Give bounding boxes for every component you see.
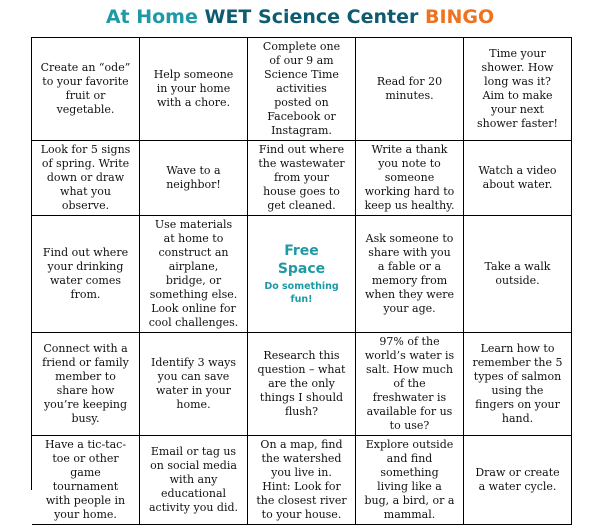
bingo-cell-text: Have a tic-tac-toe or other game tournament with people in your home.	[44, 438, 127, 521]
bingo-cell-text: Email or tag us on social media with any educational activity you did.	[148, 445, 239, 514]
bingo-cell-r3c2	[140, 216, 248, 333]
bingo-cell-text: Draw or create a water cycle.	[475, 466, 560, 493]
bingo-cell-text: Watch a video about water.	[478, 164, 557, 191]
free-space-cell	[248, 216, 356, 333]
bingo-cell-text: Ask someone to share with you a fable or a memory from when they were your age.	[364, 232, 454, 315]
bingo-cell-text: Read for 20 minutes.	[376, 75, 443, 102]
bingo-cell-text: Wave to a neighbor!	[166, 164, 221, 191]
bingo-cell-r4c5	[464, 333, 572, 436]
title-at-home: At Home	[105, 6, 198, 28]
bingo-cell-text: Look for 5 signs of spring. Write down or draw what you observe.	[40, 143, 131, 212]
bingo-cell-r4c2	[140, 333, 248, 436]
bingo-cell-text: Help someone in your home with a chore.	[153, 68, 234, 109]
bingo-cell-r4c1	[32, 333, 140, 436]
bingo-cell-r1c4	[356, 38, 464, 141]
bingo-grid	[31, 37, 572, 521]
title-bingo: BINGO	[424, 6, 495, 28]
bingo-cell-r4c4	[356, 333, 464, 436]
bingo-cell-r1c3	[248, 38, 356, 141]
title-wet-science-center: WET Science Center	[204, 6, 419, 28]
free-space-title-space: Space	[277, 261, 326, 277]
bingo-cell-r1c5	[464, 38, 572, 141]
page-title	[0, 4, 600, 30]
bingo-cell-text: Take a walk outside.	[484, 260, 551, 287]
bingo-cell-r2c5	[464, 141, 572, 216]
bingo-cell-text: Find out where the wastewater from your house goes to get cleaned.	[258, 143, 345, 212]
bingo-cell-r5c2	[140, 436, 248, 525]
bingo-cell-r1c2	[140, 38, 248, 141]
bingo-cell-r3c4	[356, 216, 464, 333]
bingo-cell-text: Create an “ode” to your favorite fruit or vegetable.	[40, 61, 131, 116]
bingo-cell-text: On a map, find the watershed you live in. Hint: Look for the closest river to your house.	[256, 438, 347, 521]
bingo-cell-text: Write a thank you note to someone working hard to keep us healthy.	[364, 143, 455, 212]
bingo-cell-r2c4	[356, 141, 464, 216]
bingo-cell-r4c3	[248, 333, 356, 436]
bingo-cell-r5c1	[32, 436, 140, 525]
free-space-subtitle: Do something fun!	[264, 281, 339, 305]
bingo-cell-r2c2	[140, 141, 248, 216]
bingo-cell-text: Complete one of our 9 am Science Time activities posted on Facebook or Instagram.	[262, 40, 341, 137]
bingo-cell-r3c1	[32, 216, 140, 333]
free-space-title-free: Free	[284, 243, 319, 259]
bingo-cell-text: Research this question – what are the only things I should flush?	[257, 349, 346, 418]
bingo-cell-r1c1	[32, 38, 140, 141]
bingo-cell-text: 97% of the world’s water is salt. How much of the freshwater is available for us to use?	[364, 335, 455, 432]
bingo-cell-text: Use materials at home to construct an airplane, bridge, or something else. Look online for cool challenges.	[148, 218, 239, 329]
bingo-cell-text: Time your shower. How long was it? Aim to make your next shower faster!	[477, 47, 558, 130]
bingo-cell-r5c4	[356, 436, 464, 525]
bingo-cell-r5c5	[464, 436, 572, 525]
bingo-cell-r2c3	[248, 141, 356, 216]
bingo-cell-text: Find out where your drinking water comes from.	[42, 246, 129, 301]
bingo-cell-r2c1	[32, 141, 140, 216]
bingo-cell-text: Connect with a friend or family member to share how you’re keeping busy.	[42, 342, 129, 425]
bingo-cell-r5c3	[248, 436, 356, 525]
bingo-cell-text: Explore outside and find something living like a bug, a bird, or a mammal.	[364, 438, 455, 521]
bingo-cell-text: Learn how to remember the 5 types of salmon using the fingers on your hand.	[472, 342, 563, 425]
bingo-cell-text: Identify 3 ways you can save water in your home.	[150, 356, 237, 411]
bingo-cell-r3c5	[464, 216, 572, 333]
